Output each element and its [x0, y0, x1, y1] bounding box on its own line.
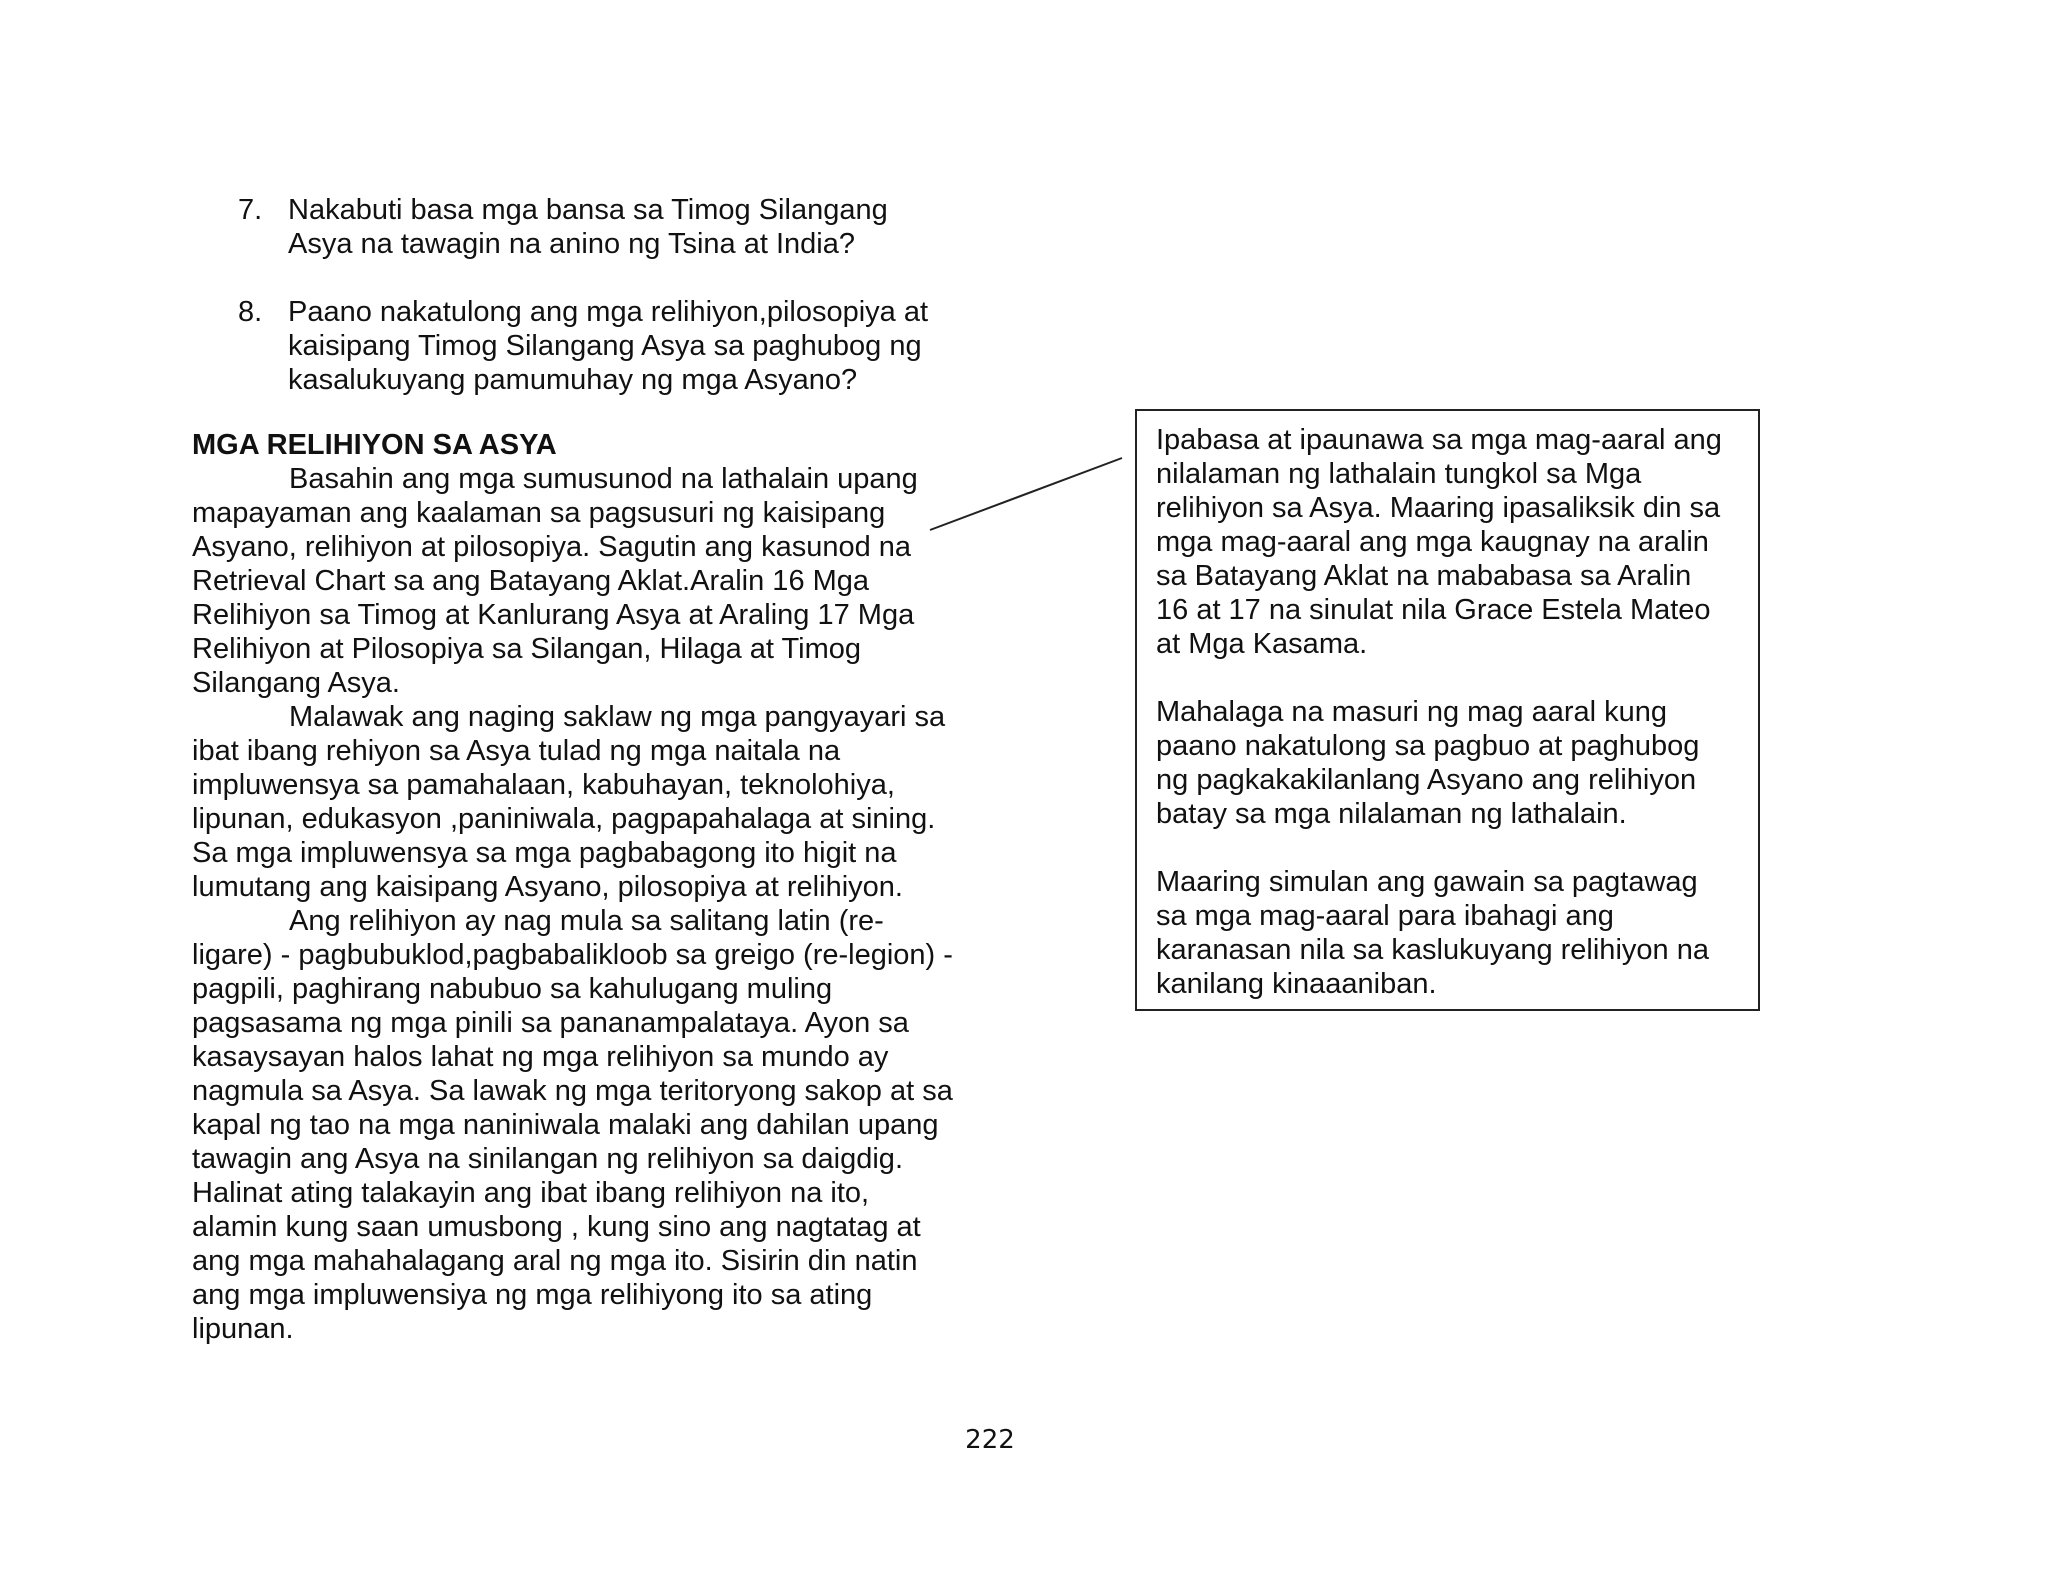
paragraph-line: Halinat ating talakayin ang ibat ibang relihiyon na ito,: [192, 1177, 870, 1209]
paragraph-line: nagmula sa Asya. Sa lawak ng mga teritoryong sakop at sa: [192, 1075, 953, 1107]
question-line: Asya na tawagin na anino ng Tsina at India?: [288, 228, 855, 260]
paragraph-line: ibat ibang rehiyon sa Asya tulad ng mga naitala na: [192, 735, 841, 767]
paragraph-line: Sa mga impluwensya sa mga pagbabagong ito higit na: [192, 837, 897, 869]
paragraph-gap: [1156, 831, 1758, 865]
paragraph-line: ang mga impluwensiya ng mga relihiyong ito sa ating: [192, 1279, 873, 1311]
section-heading: MGA RELIHIYON SA ASYA: [192, 429, 557, 461]
paragraph-line: kasaysayan halos lahat ng mga relihiyon sa mundo ay: [192, 1041, 889, 1073]
teacher-note-box: [1135, 409, 1760, 1011]
paragraph-gap: [1156, 661, 1758, 695]
note-line: sa mga mag-aaral para ibahagi ang: [1156, 900, 1614, 932]
paragraph-line: pagsasama ng mga pinili sa pananampalataya. Ayon sa: [192, 1007, 909, 1039]
paragraph-line: Silangang Asya.: [192, 667, 400, 699]
note-line: mga mag-aaral ang mga kaugnay na aralin: [1156, 526, 1709, 558]
note-line: 16 at 17 na sinulat nila Grace Estela Mateo: [1156, 594, 1711, 626]
note-line: Mahalaga na masuri ng mag aaral kung: [1156, 696, 1668, 728]
note-line: ng pagkakakilanlang Asyano ang relihiyon: [1156, 764, 1697, 796]
note-line: at Mga Kasama.: [1156, 628, 1368, 660]
paragraph-line: kapal ng tao na mga naniniwala malaki ang dahilan upang: [192, 1109, 939, 1141]
paragraph-line: Relihiyon at Pilosopiya sa Silangan, Hilaga at Timog: [192, 633, 861, 665]
paragraph-line: lumutang ang kaisipang Asyano, pilosopiya at relihiyon.: [192, 871, 903, 903]
question-number: 8.: [238, 296, 263, 328]
paragraph-line: Asyano, relihiyon at pilosopiya. Sagutin ang kasunod na: [192, 531, 912, 563]
note-line: Ipabasa at ipaunawa sa mga mag-aaral ang: [1156, 424, 1722, 456]
note-line: karanasan nila sa kaslukuyang relihiyon na: [1156, 934, 1709, 966]
note-line: Maaring simulan ang gawain sa pagtawag: [1156, 866, 1698, 898]
note-line: nilalaman ng lathalain tungkol sa Mga: [1156, 458, 1642, 490]
paragraph-line: alamin kung saan umusbong , kung sino ang nagtatag at: [192, 1211, 921, 1243]
paragraph-line: Basahin ang mga sumusunod na lathalain upang: [289, 463, 918, 495]
paragraph-line: lipunan.: [192, 1313, 294, 1345]
note-line: sa Batayang Aklat na mababasa sa Aralin: [1156, 560, 1692, 592]
page-number: 222: [965, 1425, 1015, 1455]
question-number: 7.: [238, 194, 263, 226]
question-line: Paano nakatulong ang mga relihiyon,pilosopiya at: [288, 296, 929, 328]
question-line: kaisipang Timog Silangang Asya sa paghubog ng: [288, 330, 922, 362]
paragraph-line: lipunan, edukasyon ,paniniwala, pagpapahalaga at sining.: [192, 803, 936, 835]
note-line: batay sa mga nilalaman ng lathalain.: [1156, 798, 1627, 830]
paragraph-line: impluwensya sa pamahalaan, kabuhayan, teknolohiya,: [192, 769, 895, 801]
paragraph-line: Ang relihiyon ay nag mula sa salitang latin (re-: [289, 905, 884, 937]
paragraph-line: tawagin ang Asya na sinilangan ng relihiyon sa daigdig.: [192, 1143, 903, 1175]
paragraph-line: Malawak ang naging saklaw ng mga pangyayari sa: [289, 701, 946, 733]
question-line: Nakabuti basa mga bansa sa Timog Silangang: [288, 194, 888, 226]
paragraph-line: ligare) - pagbubuklod,pagbabalikloob sa greigo (re-legion) -: [192, 939, 953, 971]
paragraph-line: Relihiyon sa Timog at Kanlurang Asya at Araling 17 Mga: [192, 599, 915, 631]
paragraph-line: pagpili, paghirang nabubuo sa kahulugang muling: [192, 973, 833, 1005]
question-line: kasalukuyang pamumuhay ng mga Asyano?: [288, 364, 858, 396]
paragraph-line: Retrieval Chart sa ang Batayang Aklat.Aralin 16 Mga: [192, 565, 870, 597]
paragraph-line: ang mga mahahalagang aral ng mga ito. Sisirin din natin: [192, 1245, 918, 1277]
note-line: kanilang kinaaaniban.: [1156, 968, 1437, 1000]
paragraph-line: mapayaman ang kaalaman sa pagsusuri ng kaisipang: [192, 497, 886, 529]
note-line: relihiyon sa Asya. Maaring ipasaliksik din sa: [1156, 492, 1721, 524]
note-line: paano nakatulong sa pagbuo at paghubog: [1156, 730, 1700, 762]
